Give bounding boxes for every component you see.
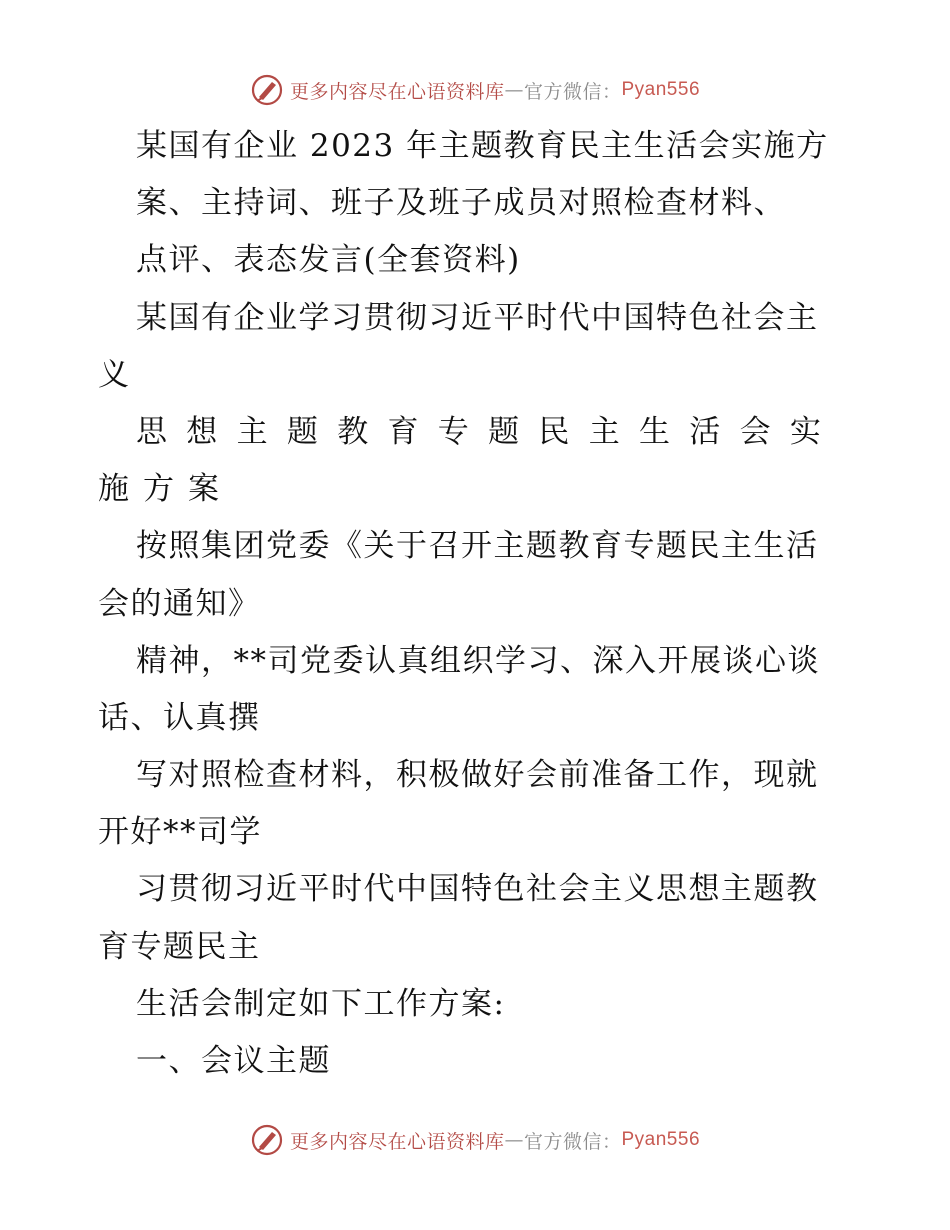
doc-line: 某国有企业学习贯彻习近平时代中国特色社会主 [136, 299, 819, 336]
doc-line: 育专题民主 [98, 928, 261, 965]
doc-line: 义 [98, 356, 131, 393]
banner-separator: — [504, 79, 524, 101]
footer-watermark-banner [0, 1120, 950, 1160]
quill-seal-icon [250, 1123, 284, 1157]
doc-line: 会的通知》 [98, 585, 261, 622]
banner-wechat-id: Pyan556 [621, 79, 701, 100]
banner-wechat-label: 官方微信： [523, 1130, 622, 1153]
doc-line: 开好**司学 [98, 814, 262, 851]
doc-line: 精神，**司党委认真组织学习、深入开展谈心谈 [136, 642, 820, 679]
banner-wechat-id: Pyan556 [621, 1129, 701, 1150]
doc-line: 按照集团党委《关于召开主题教育专题民主生活 [136, 528, 819, 565]
doc-line: 思想主题教育专题民主生活会实 [136, 413, 841, 450]
banner-main-text: 更多内容尽在心语资料库 [289, 1130, 505, 1153]
header-watermark-banner [0, 70, 950, 110]
doc-line: 案、主持词、班子及班子成员对照检查材料、 [136, 185, 786, 222]
doc-line: 一、会议主题 [136, 1043, 331, 1079]
doc-line: 施方案 [98, 471, 233, 508]
quill-seal-icon [250, 73, 284, 107]
doc-line: 某国有企业 2023 年主题教育民主生活会实施方 [136, 128, 829, 164]
doc-line: 习贯彻习近平时代中国特色社会主义思想主题教 [136, 871, 819, 908]
doc-line: 写对照检查材料，积极做好会前准备工作，现就 [136, 757, 819, 794]
doc-line: 话、认真撰 [98, 699, 261, 736]
document-body [98, 118, 858, 1090]
doc-line: 生活会制定如下工作方案: [136, 985, 506, 1022]
banner-separator: — [504, 1129, 524, 1151]
banner-wechat-label: 官方微信： [523, 80, 622, 103]
banner-main-text: 更多内容尽在心语资料库 [289, 80, 505, 103]
doc-line: 点评、表态发言(全套资料) [136, 242, 521, 279]
